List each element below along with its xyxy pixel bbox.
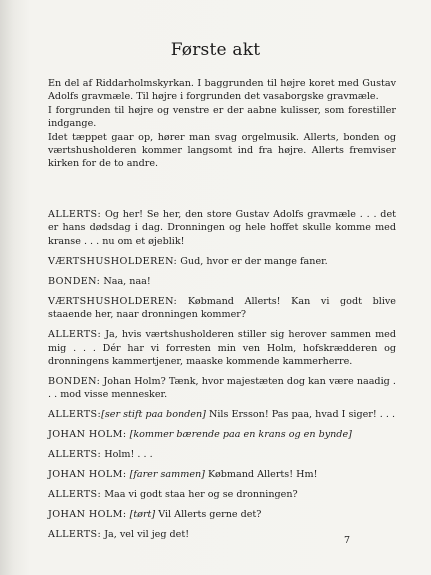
dialogue-line [48, 508, 396, 521]
line-text: Og her! Se her, den store Gustav Adolfs gravmæle . . . det er hans dødsdag i dag. Dronningen og hele hoffet skulle komme med kranse . . . nu om et øjeblik! [48, 209, 396, 247]
speaker-name: ALLERTS: [48, 209, 102, 220]
stage-direction-paragraph: Idet tæppet gaar op, hører man svag orgelmusik. Allerts, bonden og værtshusholderen kommer langsomt ind fra højre. Allerts fremviser kirken for de to andre. [48, 131, 396, 170]
line-text: Vil Allerts gerne det? [158, 509, 262, 521]
line-text: Gud, hvor er der mange faner. [180, 255, 328, 267]
dialogue-line [48, 375, 396, 402]
line-text: Johan Holm? Tænk, hvor majestæten dog kan være naadig . . . mod visse mennesker. [48, 376, 396, 401]
dialogue-line [48, 328, 396, 368]
page-number: 7 [344, 535, 351, 546]
speaker-name: VÆRTSHUSHOLDEREN: [48, 255, 178, 267]
dialogue-line [48, 468, 396, 481]
stage-direction-paragraph: I forgrunden til højre og venstre er der aabne kulisser, som forestiller indgange. [48, 104, 396, 130]
stage-direction-inline: [farer sammen] [129, 469, 205, 481]
speaker-name: JOHAN HOLM: [48, 429, 127, 441]
dialogue-line [48, 255, 396, 268]
stage-direction-paragraph: En del af Riddarholmskyrkan. I baggrunden til højre koret med Gustav Adolfs gravmæle. Til højre i forgrunden det vasaborgske gravmæle. [48, 78, 396, 103]
dialogue-line [48, 208, 396, 248]
line-text: Maa vi godt staa her og se dronningen? [104, 489, 298, 501]
stage-direction-inline: [tørt] [129, 509, 156, 521]
dialogue-line [48, 275, 396, 288]
stage-directions [48, 77, 396, 171]
stage-direction-inline: [ser stift paa bonden] [101, 409, 206, 421]
speaker-name: ALLERTS: [48, 329, 102, 341]
line-text: Nils Ersson! Pas paa, hvad I siger! . . . [208, 409, 396, 421]
speaker-name: ALLERTS: [48, 529, 102, 541]
line-text: Ja, vel vil jeg det! [104, 529, 190, 541]
dialogue-line [48, 428, 396, 441]
line-text: Ja, hvis værtshusholderen stiller sig herover sammen med mig . . . Dér har vi forresten min ven Holm, hofskrædderen og dronningens kammertjener, maaske kommende kammerherre. [48, 329, 397, 368]
line-text: Købmand Allerts! Kan vi godt blive staaende her, naar dronningen kommer? [48, 295, 396, 321]
speaker-name: ALLERTS: [48, 449, 102, 461]
stage-direction-inline: [kommer bærende paa en krans og en bynde] [129, 429, 352, 441]
speaker-name: BONDEN: [48, 275, 101, 287]
speaker-name: ALLERTS: [48, 409, 102, 421]
dialogue-block [48, 208, 396, 548]
dialogue-line [48, 295, 396, 322]
line-text: Købmand Allerts! Hm! [208, 469, 318, 481]
speaker-name: VÆRTSHUSHOLDEREN: [48, 295, 178, 307]
speaker-name: JOHAN HOLM: [48, 469, 127, 481]
speaker-name: ALLERTS: [48, 489, 102, 501]
speaker-name: BONDEN: [48, 376, 101, 388]
dialogue-line [48, 448, 396, 461]
line-text: Holm! . . . [104, 449, 153, 461]
line-text: Naa, naa! [103, 275, 151, 287]
dialogue-line [48, 488, 396, 501]
speaker-name: JOHAN HOLM: [48, 509, 127, 521]
dialogue-line [48, 408, 396, 421]
act-title: Første akt [170, 40, 261, 60]
